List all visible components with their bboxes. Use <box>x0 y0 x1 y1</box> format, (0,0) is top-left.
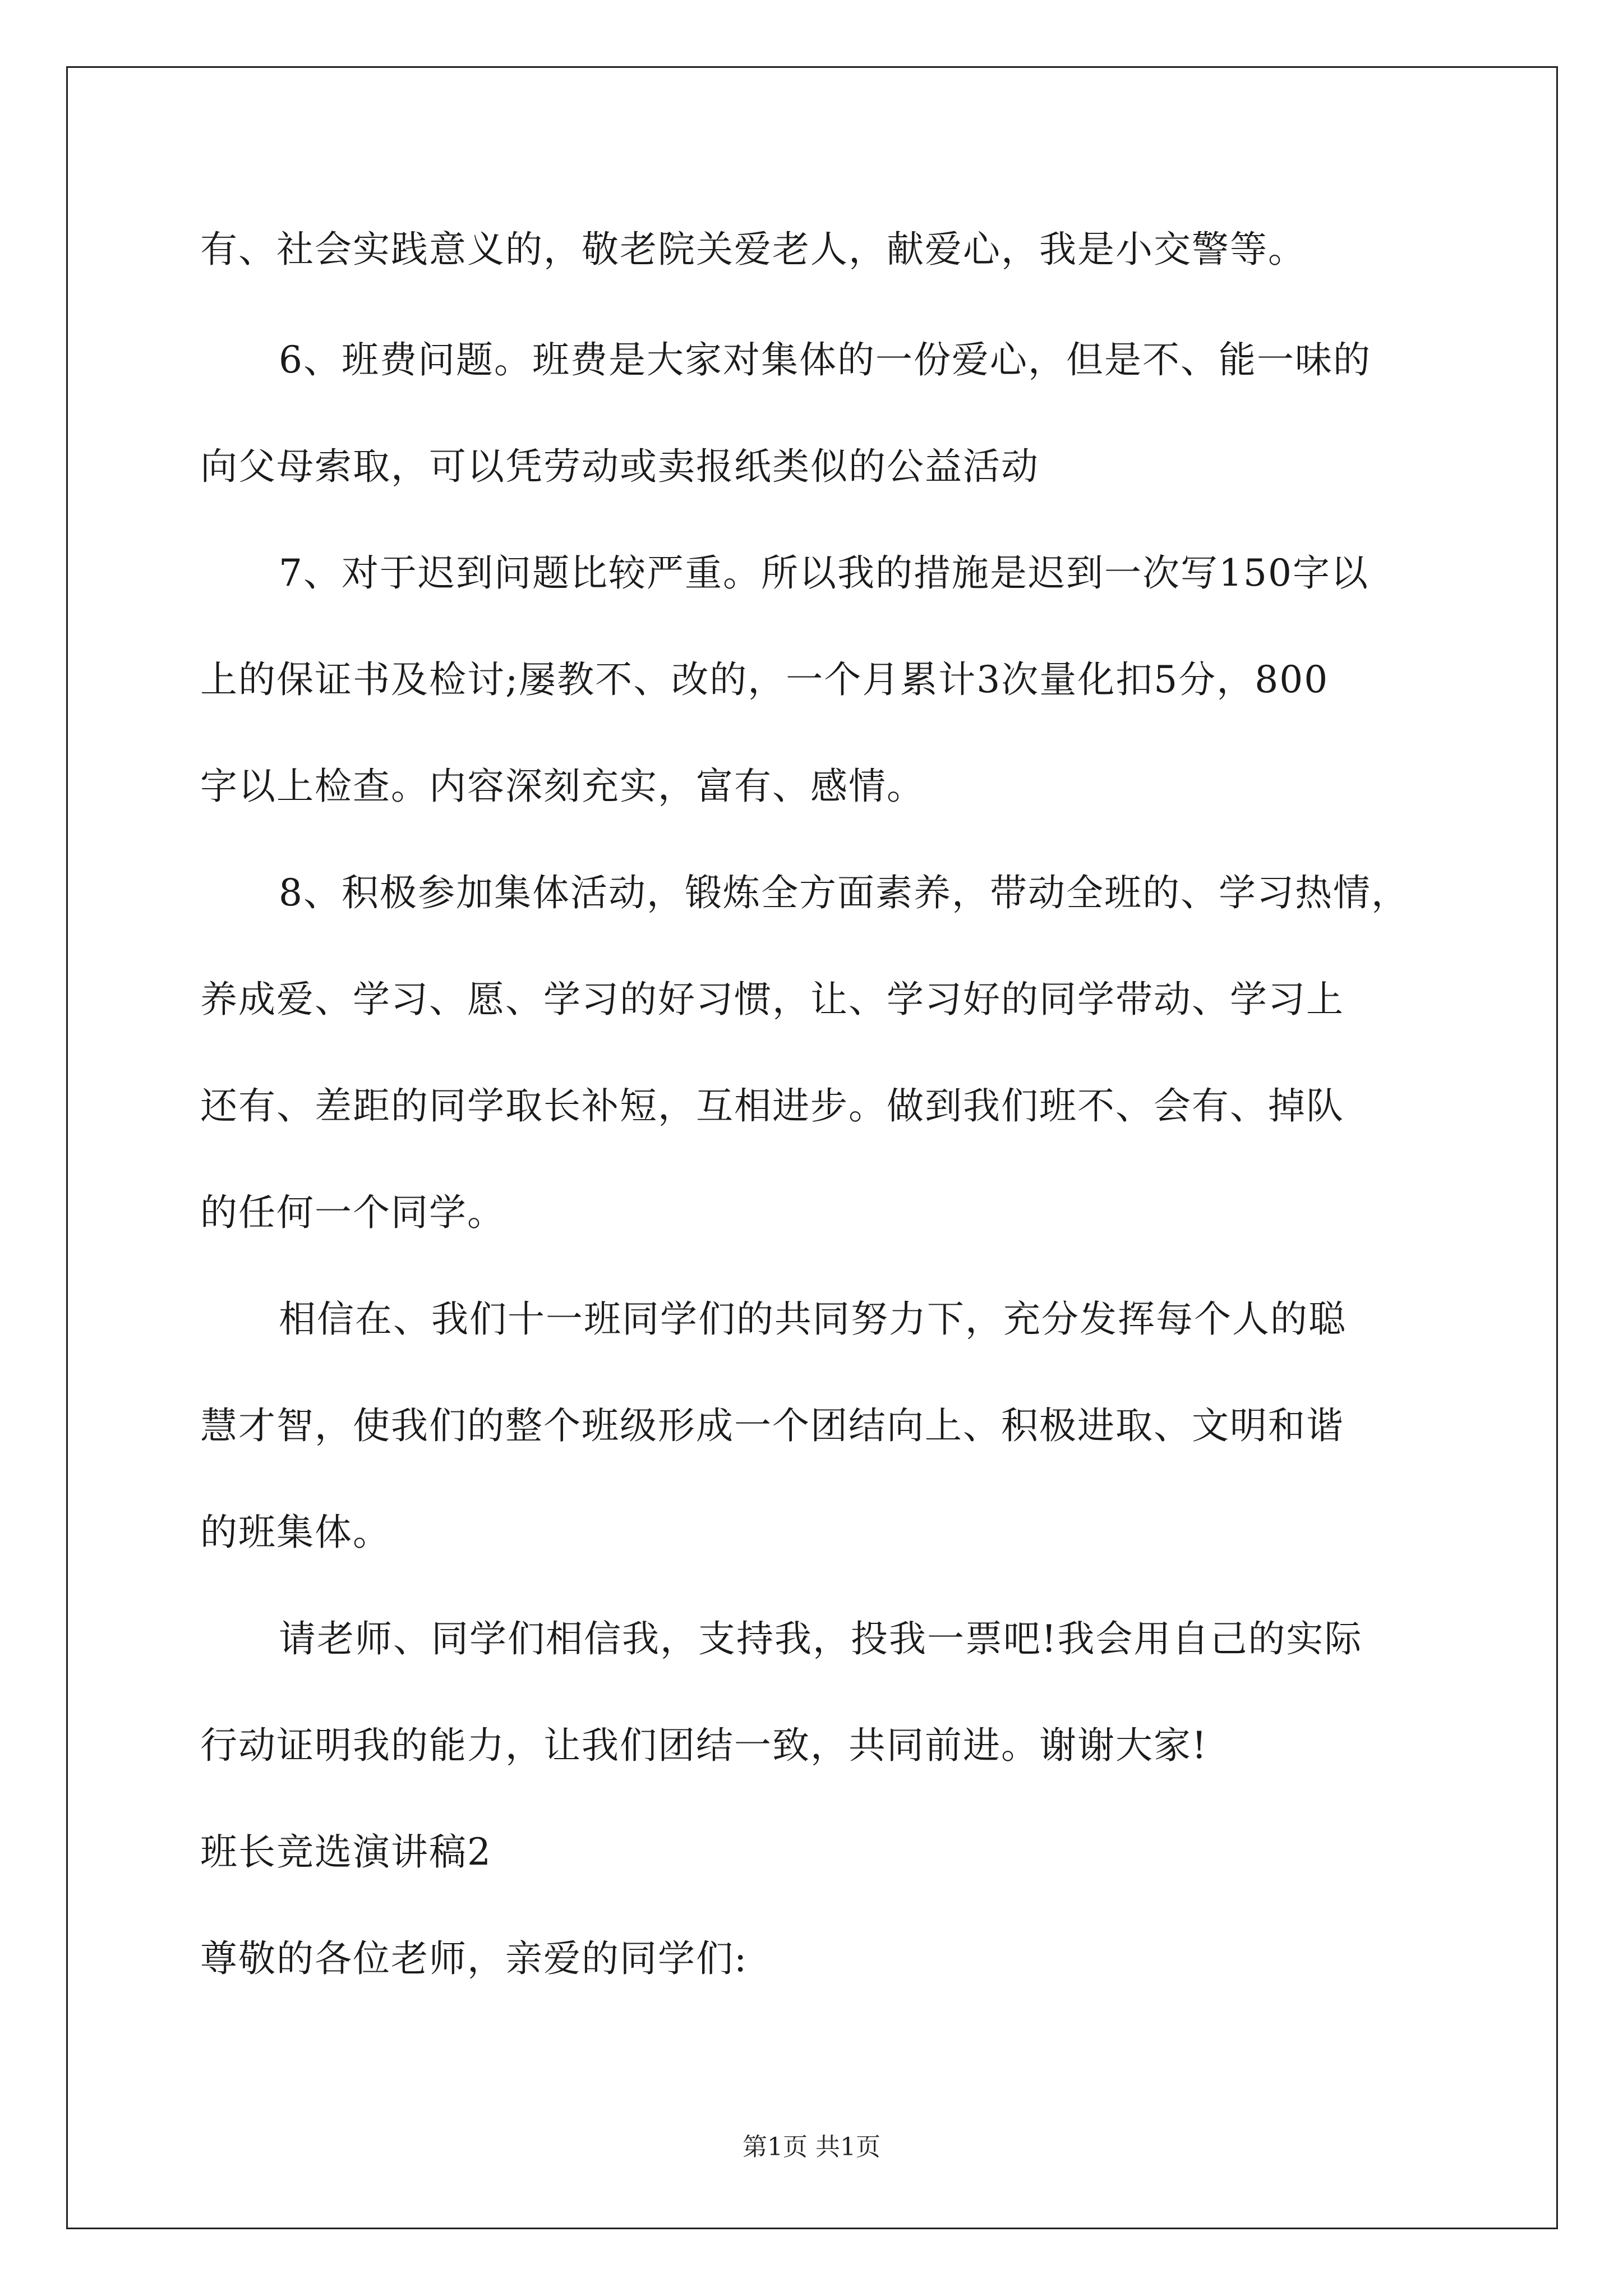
text-line: 慧才智，使我们的整个班级形成一个团结向上、积极进取、文明和谐 <box>200 1404 1344 1447</box>
section-heading: 班长竞选演讲稿2 <box>200 1830 492 1874</box>
text-line: 字以上检查。内容深刻充实，富有、感情。 <box>200 765 925 808</box>
salutation-line: 尊敬的各位老师，亲爱的同学们: <box>200 1937 748 1980</box>
page-footer: 第1页 共1页 <box>743 2133 880 2161</box>
text-line: 向父母索取，可以凭劳动或卖报纸类似的公益活动 <box>200 445 1039 488</box>
text-line: 上的保证书及检讨;屡教不、改的，一个月累计3次量化扣5分，800 <box>200 658 1329 701</box>
text-line: 还有、差距的同学取长补短，互相进步。做到我们班不、会有、掉队 <box>200 1084 1344 1128</box>
text-line: 请老师、同学们相信我，支持我，投我一票吧!我会用自己的实际 <box>279 1617 1363 1660</box>
text-line: 行动证明我的能力，让我们团结一致，共同前进。谢谢大家! <box>200 1724 1208 1767</box>
text-line: 的任何一个同学。 <box>200 1191 505 1234</box>
text-line: 相信在、我们十一班同学们的共同努力下，充分发挥每个人的聪 <box>279 1297 1347 1341</box>
text-line: 养成爱、学习、愿、学习的好习惯，让、学习好的同学带动、学习上 <box>200 978 1344 1021</box>
text-line: 8、积极参加集体活动，锻炼全方面素养，带动全班的、学习热情， <box>279 871 1409 914</box>
text-line: 7、对于迟到问题比较严重。所以我的措施是迟到一次写150字以 <box>279 551 1369 595</box>
text-line: 有、社会实践意义的，敬老院关爱老人，献爱心，我是小交警等。 <box>200 228 1306 271</box>
text-line: 的班集体。 <box>200 1511 391 1554</box>
page-border <box>66 66 1558 2229</box>
text-line: 6、班费问题。班费是大家对集体的一份爱心，但是不、能一味的 <box>279 338 1371 381</box>
